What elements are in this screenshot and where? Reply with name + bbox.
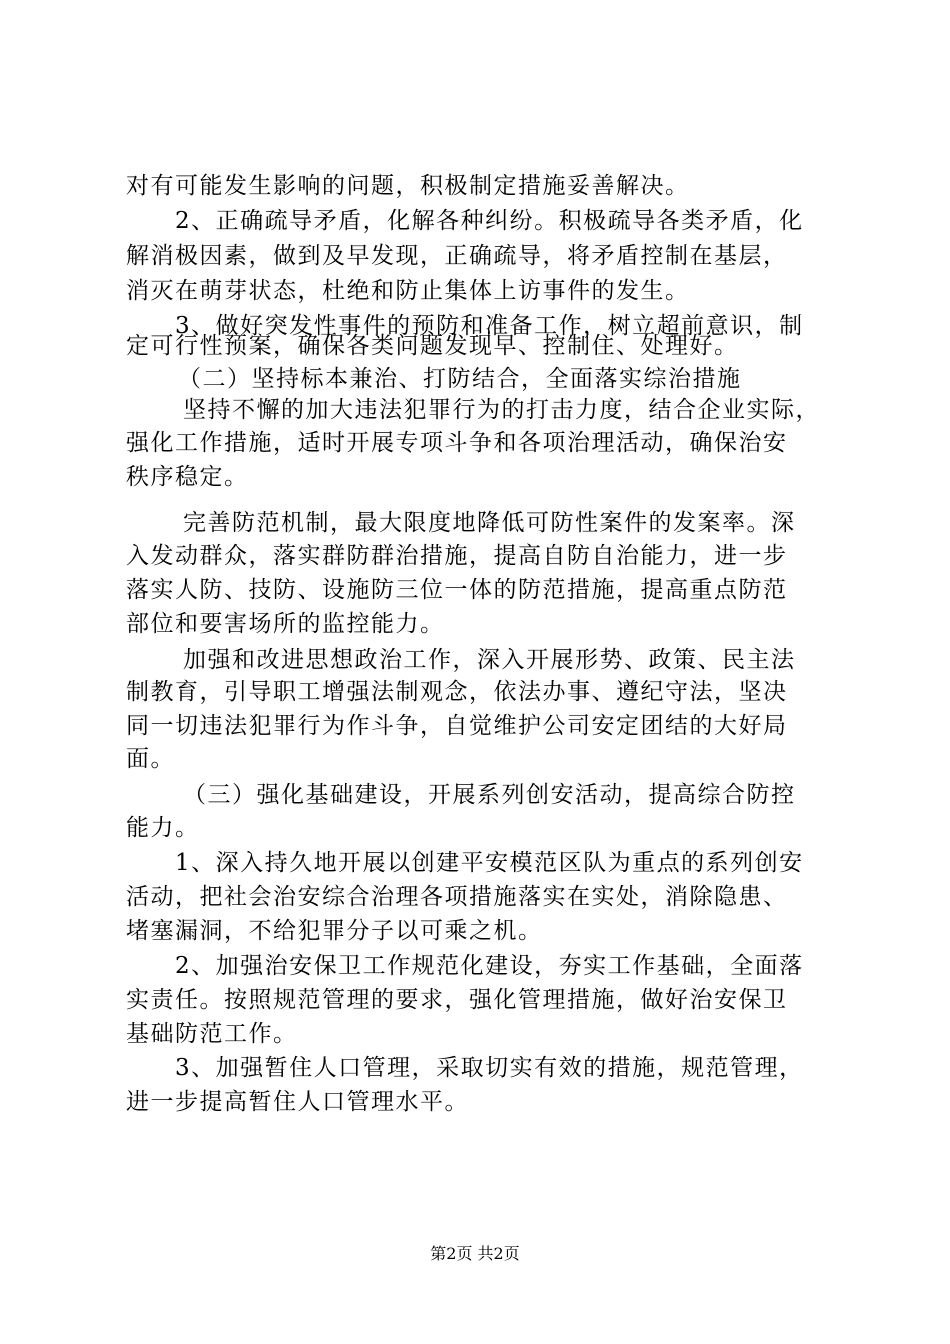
text-line: 坚持不懈的加大违法犯罪行为的打击力度，结合企业实际， [183, 397, 820, 423]
text-line: 完善防范机制，最大限度地降低可防性案件的发案率。深 [183, 510, 796, 536]
text-line: 落实人防、技防、设施防三位一体的防范措施，提高重点防范 [126, 577, 788, 603]
text-line: 堵塞漏洞，不给犯罪分子以可乘之机。 [126, 918, 543, 944]
text-line: 实责任。按照规范管理的要求，强化管理措施，做好治安保卫 [126, 987, 788, 1013]
text-line: 基础防范工作。 [126, 1021, 298, 1047]
text-line: 1、深入持久地开展以创建平安模范区队为重点的系列创安 [175, 850, 804, 876]
text-line: 对有可能发生影响的问题，积极制定措施妥善解决。 [126, 173, 690, 199]
text-line: 3、做好突发性事件的预防和准备工作，树立超前意识，制 [175, 313, 804, 339]
text-line: 消灭在萌芽状态，杜绝和防止集体上访事件的发生。 [126, 278, 690, 304]
text-line: 活动，把社会治安综合治理各项措施落实在实处，消除隐患、 [126, 884, 788, 910]
section-heading: （三）强化基础建设，开展系列创安活动，提高综合防控 [183, 782, 796, 808]
text-line: 同一切违法犯罪行为作斗争，自觉维护公司安定团结的大好局 [126, 713, 788, 739]
text-line: 入发动群众，落实群防群治措施，提高自防自治能力，进一步 [126, 543, 788, 569]
text-line: 制教育，引导职工增强法制观念，依法办事、遵纪守法，坚决 [126, 679, 788, 705]
text-line: 进一步提高暂住人口管理水平。 [126, 1089, 469, 1115]
text-line: 秩序稳定。 [126, 464, 249, 490]
text-line: 定可行性预案，确保各类问题发现早、控制住、处理好。 [126, 333, 739, 359]
page-number-footer: 第2页 共2页 [430, 1244, 520, 1263]
text-line: 2、正确疏导矛盾，化解各种纠纷。积极疏导各类矛盾，化 [175, 208, 804, 234]
text-line: 强化工作措施，适时开展专项斗争和各项治理活动，确保治安 [126, 430, 788, 456]
text-line: 部位和要害场所的监控能力。 [126, 611, 445, 637]
text-line: 解消极因素，做到及早发现，正确疏导，将矛盾控制在基层， [126, 243, 788, 269]
text-line: 加强和改进思想政治工作，深入开展形势、政策、民主法 [183, 647, 796, 673]
text-line: 3、加强暂住人口管理，采取切实有效的措施，规范管理， [175, 1055, 804, 1081]
section-heading: 能力。 [126, 815, 200, 841]
section-heading: （二）坚持标本兼治、打防结合，全面落实综治措施 [178, 366, 742, 392]
text-line: 面。 [126, 746, 175, 772]
text-line: 2、加强治安保卫工作规范化建设，夯实工作基础，全面落 [175, 953, 804, 979]
